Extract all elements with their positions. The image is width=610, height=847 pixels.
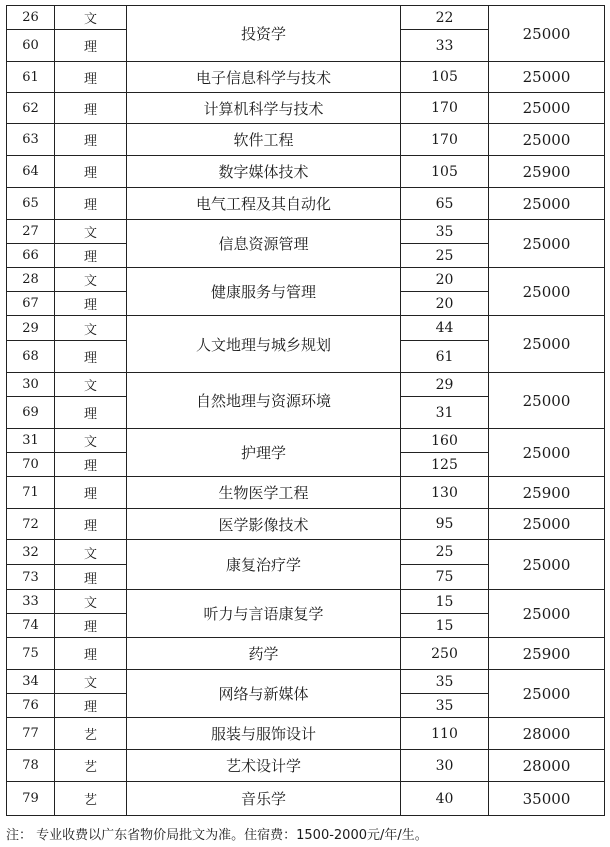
major-code-cell: 76 [7, 694, 55, 718]
enrollment-count-cell: 30 [401, 750, 489, 782]
major-code-cell: 66 [7, 244, 55, 268]
major-code-cell: 68 [7, 341, 55, 373]
tuition-fee-cell: 35000 [489, 782, 605, 816]
subject-type-cell: 艺 [55, 782, 127, 816]
enrollment-count-cell: 25 [401, 244, 489, 268]
tuition-fee-cell: 25900 [489, 156, 605, 188]
table-row [7, 220, 605, 244]
major-code-cell: 77 [7, 718, 55, 750]
table-row [7, 638, 605, 670]
enrollment-count-cell: 125 [401, 453, 489, 477]
major-code-cell: 79 [7, 782, 55, 816]
major-code-cell: 74 [7, 614, 55, 638]
table-row [7, 373, 605, 397]
table-row [7, 782, 605, 816]
tuition-fee-cell: 25000 [489, 373, 605, 429]
table-row [7, 429, 605, 453]
subject-type-cell: 文 [55, 268, 127, 292]
major-name-cell: 计算机科学与技术 [127, 93, 401, 124]
major-code-cell: 64 [7, 156, 55, 188]
subject-type-cell: 文 [55, 220, 127, 244]
enrollment-count-cell: 20 [401, 292, 489, 316]
subject-type-cell: 艺 [55, 718, 127, 750]
major-code-cell: 67 [7, 292, 55, 316]
subject-type-cell: 文 [55, 429, 127, 453]
major-code-cell: 72 [7, 509, 55, 540]
major-code-cell: 26 [7, 6, 55, 30]
tuition-fee-cell: 25000 [489, 62, 605, 93]
major-name-cell: 软件工程 [127, 124, 401, 156]
major-name-cell: 护理学 [127, 429, 401, 477]
enrollment-count-cell: 31 [401, 397, 489, 429]
tuition-fee-cell: 25000 [489, 509, 605, 540]
table-row [7, 670, 605, 694]
major-code-cell: 27 [7, 220, 55, 244]
subject-type-cell: 理 [55, 453, 127, 477]
tuition-fee-cell: 28000 [489, 718, 605, 750]
major-code-cell: 61 [7, 62, 55, 93]
tuition-fee-cell: 25900 [489, 477, 605, 509]
major-code-cell: 69 [7, 397, 55, 429]
subject-type-cell: 理 [55, 244, 127, 268]
enrollment-count-cell: 75 [401, 565, 489, 590]
enrollment-count-cell: 105 [401, 62, 489, 93]
subject-type-cell: 理 [55, 124, 127, 156]
subject-type-cell: 文 [55, 316, 127, 341]
major-name-cell: 艺术设计学 [127, 750, 401, 782]
enrollment-count-cell: 130 [401, 477, 489, 509]
major-name-cell: 生物医学工程 [127, 477, 401, 509]
subject-type-cell: 理 [55, 341, 127, 373]
enrollment-count-cell: 29 [401, 373, 489, 397]
enrollment-count-cell: 35 [401, 670, 489, 694]
major-code-cell: 78 [7, 750, 55, 782]
major-name-cell: 听力与言语康复学 [127, 590, 401, 638]
major-name-cell: 电子信息科学与技术 [127, 62, 401, 93]
enrollment-count-cell: 110 [401, 718, 489, 750]
major-code-cell: 30 [7, 373, 55, 397]
major-code-cell: 65 [7, 188, 55, 220]
major-code-cell: 31 [7, 429, 55, 453]
subject-type-cell: 理 [55, 509, 127, 540]
major-name-cell: 网络与新媒体 [127, 670, 401, 718]
major-name-cell: 音乐学 [127, 782, 401, 816]
tuition-fee-cell: 25900 [489, 638, 605, 670]
table-row [7, 750, 605, 782]
enrollment-count-cell: 170 [401, 93, 489, 124]
subject-type-cell: 理 [55, 30, 127, 62]
major-name-cell: 电气工程及其自动化 [127, 188, 401, 220]
table-row [7, 6, 605, 30]
subject-type-cell: 理 [55, 614, 127, 638]
subject-type-cell: 理 [55, 62, 127, 93]
enrollment-count-cell: 160 [401, 429, 489, 453]
tuition-fee-cell: 25000 [489, 6, 605, 62]
major-code-cell: 33 [7, 590, 55, 614]
table-row [7, 124, 605, 156]
subject-type-cell: 理 [55, 477, 127, 509]
subject-type-cell: 文 [55, 590, 127, 614]
major-code-cell: 73 [7, 565, 55, 590]
subject-type-cell: 理 [55, 638, 127, 670]
major-name-cell: 医学影像技术 [127, 509, 401, 540]
major-name-cell: 服装与服饰设计 [127, 718, 401, 750]
tuition-fee-cell: 25000 [489, 540, 605, 590]
tuition-fee-cell: 25000 [489, 670, 605, 718]
table-row [7, 590, 605, 614]
major-code-cell: 29 [7, 316, 55, 341]
tuition-fee-cell: 25000 [489, 93, 605, 124]
tuition-fee-cell: 25000 [489, 220, 605, 268]
enrollment-count-cell: 65 [401, 188, 489, 220]
subject-type-cell: 理 [55, 156, 127, 188]
enrollment-count-cell: 20 [401, 268, 489, 292]
major-name-cell: 人文地理与城乡规划 [127, 316, 401, 373]
table-row [7, 477, 605, 509]
enrollment-count-cell: 35 [401, 694, 489, 718]
enrollment-count-cell: 40 [401, 782, 489, 816]
enrollment-table [6, 5, 605, 816]
major-code-cell: 60 [7, 30, 55, 62]
major-code-cell: 62 [7, 93, 55, 124]
table-row [7, 316, 605, 341]
major-code-cell: 71 [7, 477, 55, 509]
subject-type-cell: 理 [55, 93, 127, 124]
table-row [7, 188, 605, 220]
major-name-cell: 自然地理与资源环境 [127, 373, 401, 429]
enrollment-count-cell: 22 [401, 6, 489, 30]
subject-type-cell: 文 [55, 6, 127, 30]
major-name-cell: 药学 [127, 638, 401, 670]
subject-type-cell: 理 [55, 292, 127, 316]
enrollment-count-cell: 105 [401, 156, 489, 188]
tuition-fee-cell: 25000 [489, 268, 605, 316]
enrollment-count-cell: 170 [401, 124, 489, 156]
major-code-cell: 32 [7, 540, 55, 565]
table-row [7, 268, 605, 292]
enrollment-count-cell: 33 [401, 30, 489, 62]
major-code-cell: 70 [7, 453, 55, 477]
major-code-cell: 28 [7, 268, 55, 292]
enrollment-count-cell: 15 [401, 614, 489, 638]
table-row [7, 509, 605, 540]
subject-type-cell: 理 [55, 397, 127, 429]
major-name-cell: 数字媒体技术 [127, 156, 401, 188]
subject-type-cell: 理 [55, 565, 127, 590]
major-code-cell: 75 [7, 638, 55, 670]
major-code-cell: 63 [7, 124, 55, 156]
subject-type-cell: 理 [55, 694, 127, 718]
tuition-fee-cell: 25000 [489, 590, 605, 638]
tuition-fee-cell: 25000 [489, 188, 605, 220]
tuition-fee-cell: 28000 [489, 750, 605, 782]
enrollment-count-cell: 35 [401, 220, 489, 244]
enrollment-count-cell: 95 [401, 509, 489, 540]
tuition-fee-cell: 25000 [489, 316, 605, 373]
enrollment-count-cell: 15 [401, 590, 489, 614]
enrollment-count-cell: 61 [401, 341, 489, 373]
enrollment-count-cell: 44 [401, 316, 489, 341]
enrollment-count-cell: 25 [401, 540, 489, 565]
major-name-cell: 健康服务与管理 [127, 268, 401, 316]
table-row [7, 156, 605, 188]
subject-type-cell: 理 [55, 188, 127, 220]
table-row [7, 540, 605, 565]
major-name-cell: 信息资源管理 [127, 220, 401, 268]
tuition-fee-cell: 25000 [489, 429, 605, 477]
enrollment-count-cell: 250 [401, 638, 489, 670]
subject-type-cell: 文 [55, 373, 127, 397]
major-code-cell: 34 [7, 670, 55, 694]
subject-type-cell: 艺 [55, 750, 127, 782]
table-row [7, 62, 605, 93]
table-row [7, 718, 605, 750]
major-name-cell: 投资学 [127, 6, 401, 62]
major-name-cell: 康复治疗学 [127, 540, 401, 590]
footnote: 注： 专业收费以广东省物价局批文为准。住宿费：1500-2000元/年/生。 [6, 828, 428, 843]
subject-type-cell: 文 [55, 540, 127, 565]
tuition-fee-cell: 25000 [489, 124, 605, 156]
table-row [7, 93, 605, 124]
subject-type-cell: 文 [55, 670, 127, 694]
